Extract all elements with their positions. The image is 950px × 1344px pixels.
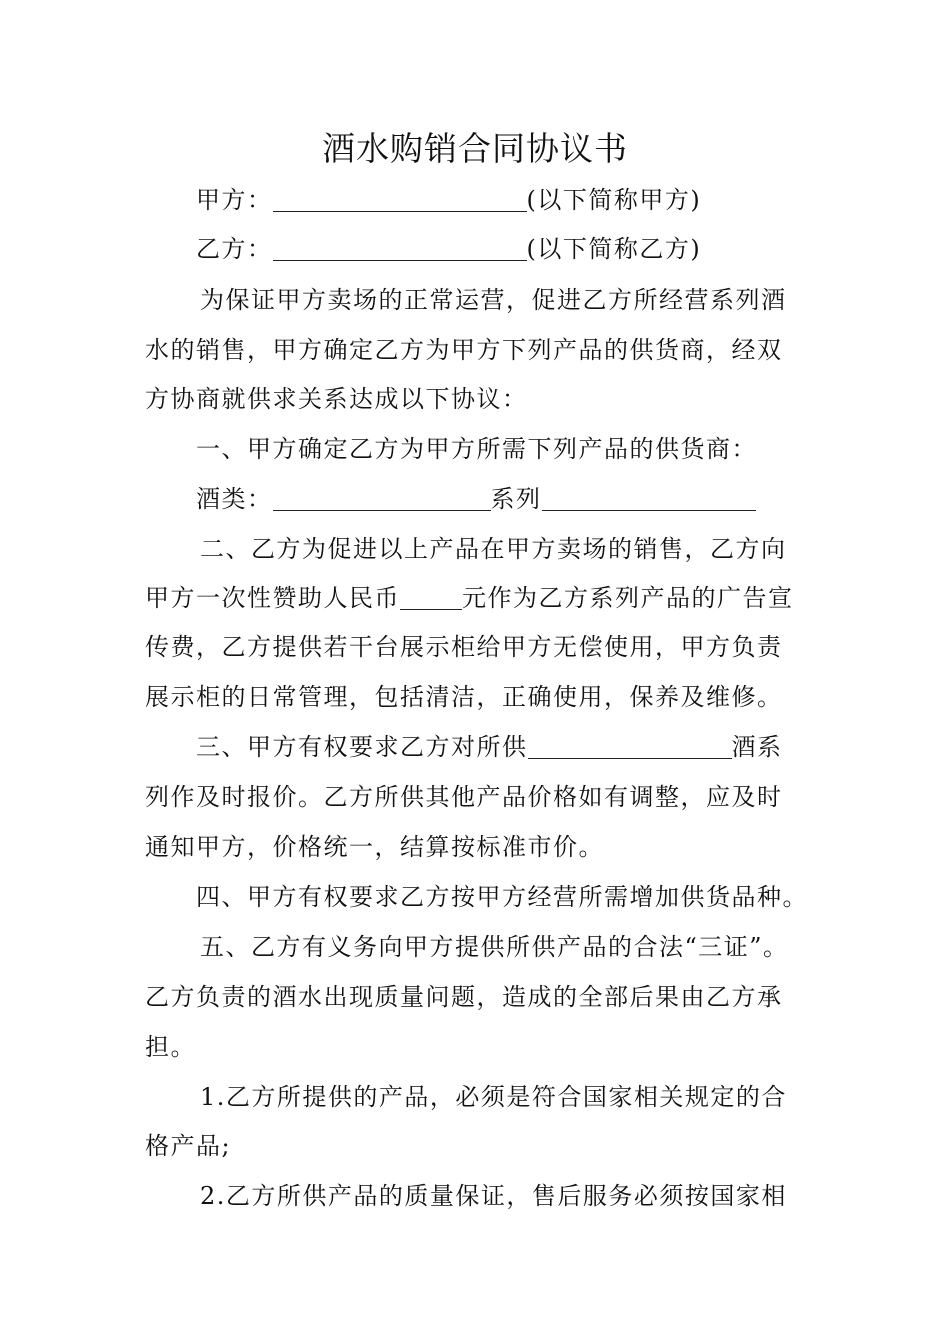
clause-3-line-1 bbox=[196, 729, 876, 765]
clause-2-line-3: 传费，乙方提供若干台展示柜给甲方无偿使用，甲方负责 bbox=[145, 633, 783, 661]
clause-3-text-after: 酒系 bbox=[731, 733, 783, 761]
intro-line-1: 为保证甲方卖场的正常运营，促进乙方所经营系列酒 bbox=[200, 286, 787, 314]
intro-line-2: 水的销售，甲方确定乙方为甲方下列产品的供货商，经双 bbox=[145, 336, 783, 364]
party-b-suffix: (以下简称乙方) bbox=[526, 235, 702, 263]
clause-3-line-3: 通知甲方，价格统一，结算按标准市价。 bbox=[145, 833, 604, 861]
sponsorship-amount-blank bbox=[400, 585, 462, 610]
liquor-type-blank bbox=[273, 486, 491, 511]
clause-2-text-before: 甲方一次性赞助人民币 bbox=[145, 584, 400, 612]
clause-2-line-2 bbox=[145, 580, 825, 616]
clause-2-line-4: 展示柜的日常管理，包括清洁，正确使用，保养及维修。 bbox=[145, 683, 783, 711]
document-title: 酒水购销合同协议书 bbox=[322, 129, 628, 168]
clause-3-line-2: 列作及时报价。乙方所供其他产品价格如有调整，应及时 bbox=[145, 783, 783, 811]
party-a-label: 甲方： bbox=[196, 186, 273, 214]
party-b-label: 乙方： bbox=[196, 235, 273, 263]
clause-5-line-3: 担。 bbox=[145, 1033, 196, 1061]
clause-2-line-1: 二、乙方为促进以上产品在甲方卖场的销售，乙方向 bbox=[200, 535, 787, 563]
item-1-line-2: 格产品; bbox=[145, 1132, 232, 1160]
liquor-line bbox=[196, 481, 876, 517]
clause-5-line-2: 乙方负责的酒水出现质量问题，造成的全部后果由乙方承 bbox=[145, 983, 783, 1011]
item-1-line-1: 1.乙方所提供的产品，必须是符合国家相关规定的合 bbox=[200, 1083, 787, 1111]
item-2-line-1: 2.乙方所供产品的质量保证，售后服务必须按国家相 bbox=[200, 1182, 787, 1210]
party-a-blank bbox=[273, 187, 527, 212]
party-b-blank bbox=[273, 236, 527, 261]
clause-2-text-after: 元作为乙方系列产品的广告宣 bbox=[462, 584, 794, 612]
clause-3-text-before: 三、甲方有权要求乙方对所供 bbox=[196, 733, 528, 761]
intro-line-3: 方协商就供求关系达成以下协议： bbox=[145, 385, 528, 413]
clause-5-line-1: 五、乙方有义务向甲方提供所供产品的合法“三证”。 bbox=[200, 933, 789, 961]
party-b-line bbox=[196, 231, 876, 267]
supplied-liquor-blank bbox=[528, 734, 732, 759]
liquor-label: 酒类： bbox=[196, 485, 273, 513]
clause-4: 四、甲方有权要求乙方按甲方经营所需增加供货品种。 bbox=[196, 883, 808, 911]
liquor-series-blank bbox=[542, 486, 756, 511]
liquor-series-label: 系列 bbox=[490, 485, 542, 513]
clause-1: 一、甲方确定乙方为甲方所需下列产品的供货商： bbox=[196, 435, 757, 463]
party-a-line bbox=[196, 182, 876, 218]
party-a-suffix: (以下简称甲方) bbox=[526, 186, 702, 214]
